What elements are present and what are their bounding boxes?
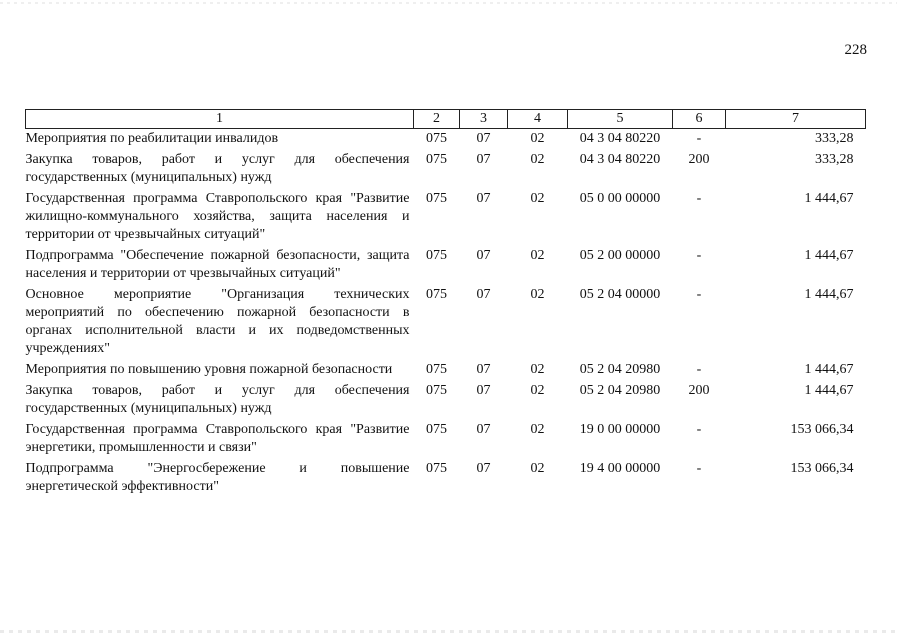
row-expense-type: -: [696, 248, 702, 263]
page-number: 228: [844, 42, 867, 58]
row-target-code: 05 2 04 00000: [579, 287, 661, 302]
row-name: Закупка товаров, работ и услуг для обеспечения государственных (муниципальных) нужд: [25, 152, 410, 185]
table-header-row: [26, 110, 866, 129]
header-col-1: 1: [26, 110, 414, 129]
table-row: [26, 285, 866, 360]
table-row: [26, 246, 866, 285]
table-row: [26, 420, 866, 459]
row-target-code: 05 2 04 20980: [579, 383, 661, 398]
row-name: Основное мероприятие "Организация технических мероприятий по обеспечению пожарной безопасности в органах исполнительной власти и их подведомственных учреждениях": [25, 287, 410, 356]
row-subsection-code: 02: [530, 191, 545, 206]
row-ministry-code: 075: [426, 152, 447, 167]
row-expense-type: -: [696, 461, 702, 476]
row-name: Государственная программа Ставропольского края "Развитие жилищно-коммунального хозяйства, защита населения и территории от чрезвычайных ситуаций": [25, 191, 410, 242]
row-amount: 333,28: [815, 152, 854, 167]
row-ministry-code: 075: [426, 422, 447, 437]
row-amount: 153 066,34: [790, 422, 854, 437]
scan-artifact-top: [0, 2, 897, 4]
row-subsection-code: 02: [530, 383, 545, 398]
table-row: [26, 189, 866, 246]
row-ministry-code: 075: [426, 461, 447, 476]
row-ministry-code: 075: [426, 362, 447, 377]
row-target-code: 05 0 00 00000: [579, 191, 661, 206]
row-ministry-code: 075: [426, 131, 447, 146]
row-subsection-code: 02: [530, 248, 545, 263]
row-target-code: 05 2 00 00000: [579, 248, 661, 263]
row-ministry-code: 075: [426, 383, 447, 398]
row-amount: 1 444,67: [804, 248, 854, 263]
table-row: [26, 459, 866, 498]
row-target-code: 04 3 04 80220: [579, 152, 661, 167]
row-subsection-code: 02: [530, 422, 545, 437]
header-col-6: 6: [673, 110, 726, 129]
row-expense-type: -: [696, 287, 702, 302]
row-subsection-code: 02: [530, 287, 545, 302]
row-subsection-code: 02: [530, 131, 545, 146]
row-section-code: 07: [476, 152, 491, 167]
header-col-4: 4: [508, 110, 568, 129]
row-expense-type: -: [696, 131, 702, 146]
budget-table: [25, 109, 866, 498]
row-section-code: 07: [476, 383, 491, 398]
row-subsection-code: 02: [530, 461, 545, 476]
row-section-code: 07: [476, 422, 491, 437]
row-subsection-code: 02: [530, 152, 545, 167]
row-section-code: 07: [476, 461, 491, 476]
row-expense-type: -: [696, 362, 702, 377]
table-row: [26, 360, 866, 381]
row-name: Мероприятия по повышению уровня пожарной безопасности: [25, 362, 393, 377]
row-amount: 1 444,67: [804, 362, 854, 377]
row-target-code: 19 4 00 00000: [579, 461, 661, 476]
row-expense-type: -: [696, 422, 702, 437]
row-name: Закупка товаров, работ и услуг для обеспечения государственных (муниципальных) нужд: [25, 383, 410, 416]
row-ministry-code: 075: [426, 191, 447, 206]
row-section-code: 07: [476, 248, 491, 263]
row-section-code: 07: [476, 131, 491, 146]
row-amount: 1 444,67: [804, 383, 854, 398]
row-amount: 153 066,34: [790, 461, 854, 476]
row-target-code: 19 0 00 00000: [579, 422, 661, 437]
scan-artifact-bottom: [0, 630, 897, 633]
row-section-code: 07: [476, 287, 491, 302]
row-expense-type: 200: [688, 383, 710, 398]
header-col-2: 2: [414, 110, 460, 129]
row-target-code: 04 3 04 80220: [579, 131, 661, 146]
row-ministry-code: 075: [426, 287, 447, 302]
row-expense-type: -: [696, 191, 702, 206]
row-amount: 1 444,67: [804, 191, 854, 206]
row-name: Мероприятия по реабилитации инвалидов: [25, 131, 279, 146]
row-ministry-code: 075: [426, 248, 447, 263]
row-amount: 333,28: [815, 131, 854, 146]
header-col-3: 3: [460, 110, 508, 129]
row-target-code: 05 2 04 20980: [579, 362, 661, 377]
table-row: [26, 381, 866, 420]
header-col-5: 5: [568, 110, 673, 129]
row-expense-type: 200: [688, 152, 710, 167]
row-section-code: 07: [476, 191, 491, 206]
row-section-code: 07: [476, 362, 491, 377]
table-row: [26, 129, 866, 151]
row-name: Подпрограмма "Энергосбережение и повышение энергетической эффективности": [25, 461, 410, 494]
row-amount: 1 444,67: [804, 287, 854, 302]
table-row: [26, 150, 866, 189]
header-col-7: 7: [726, 110, 866, 129]
row-name: Подпрограмма "Обеспечение пожарной безопасности, защита населения и территории от чрезвычайных ситуаций": [25, 248, 410, 281]
row-name: Государственная программа Ставропольского края "Развитие энергетики, промышленности и связи": [25, 422, 410, 455]
row-subsection-code: 02: [530, 362, 545, 377]
